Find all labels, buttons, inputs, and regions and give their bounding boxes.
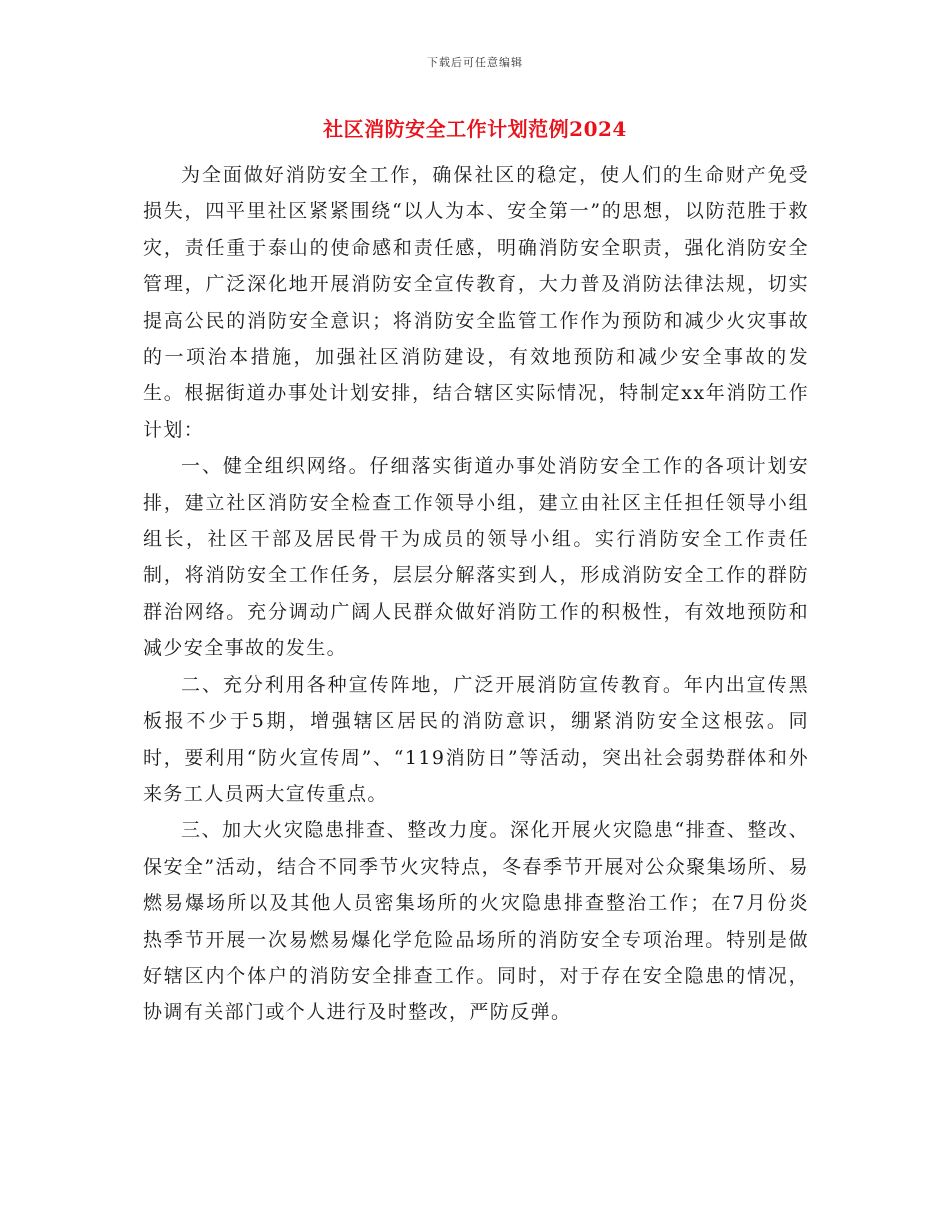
document-body bbox=[143, 157, 809, 1031]
paragraph-section-2: 二、充分利用各种宣传阵地，广泛开展消防宣传教育。年内出宣传黑板报不少于5期，增强辖区居民的消防意识，绷紧消防安全这根弦。同时，要利用“防火宣传周”、“119消防日”等活动，突出社会弱势群体和外来务工人员两大宣传重点。 bbox=[143, 673, 809, 805]
document-title: 社区消防安全工作计划范例2024 bbox=[323, 117, 627, 141]
paragraph-section-3: 三、加大火灾隐患排查、整改力度。深化开展火灾隐患“排查、整改、保安全”活动，结合不同季节火灾特点，冬春季节开展对公众聚集场所、易燃易爆场所以及其他人员密集场所的火灾隐患排查整治工作；在7月份炎热季节开展一次易燃易爆化学危险品场所的消防安全专项治理。特别是做好辖区内个体户的消防安全排查工作。同时，对于存在安全隐患的情况，协调有关部门或个人进行及时整改，严防反弹。 bbox=[143, 819, 809, 1024]
page-header-note: 下载后可任意编辑 bbox=[427, 56, 523, 69]
paragraph-section-1: 一、健全组织网络。仔细落实街道办事处消防安全工作的各项计划安排，建立社区消防安全检查工作领导小组，建立由社区主任担任领导小组组长，社区干部及居民骨干为成员的领导小组。实行消防安全工作责任制，将消防安全工作任务，层层分解落实到人，形成消防安全工作的群防群治网络。充分调动广阔人民群众做好消防工作的积极性，有效地预防和减少安全事故的发生。 bbox=[143, 455, 809, 660]
paragraph-intro: 为全面做好消防安全工作，确保社区的稳定，使人们的生命财产免受损失，四平里社区紧紧围绕“以人为本、安全第一”的思想，以防范胜于救灾，责任重于泰山的使命感和责任感，明确消防安全职责，强化消防安全管理，广泛深化地开展消防安全宣传教育，大力普及消防法律法规，切实提高公民的消防安全意识；将消防安全监管工作作为预防和减少火灾事故的一项治本措施，加强社区消防建设，有效地预防和减少安全事故的发生。根据街道办事处计划安排，结合辖区实际情况，特制定xx年消防工作计划： bbox=[143, 164, 809, 441]
